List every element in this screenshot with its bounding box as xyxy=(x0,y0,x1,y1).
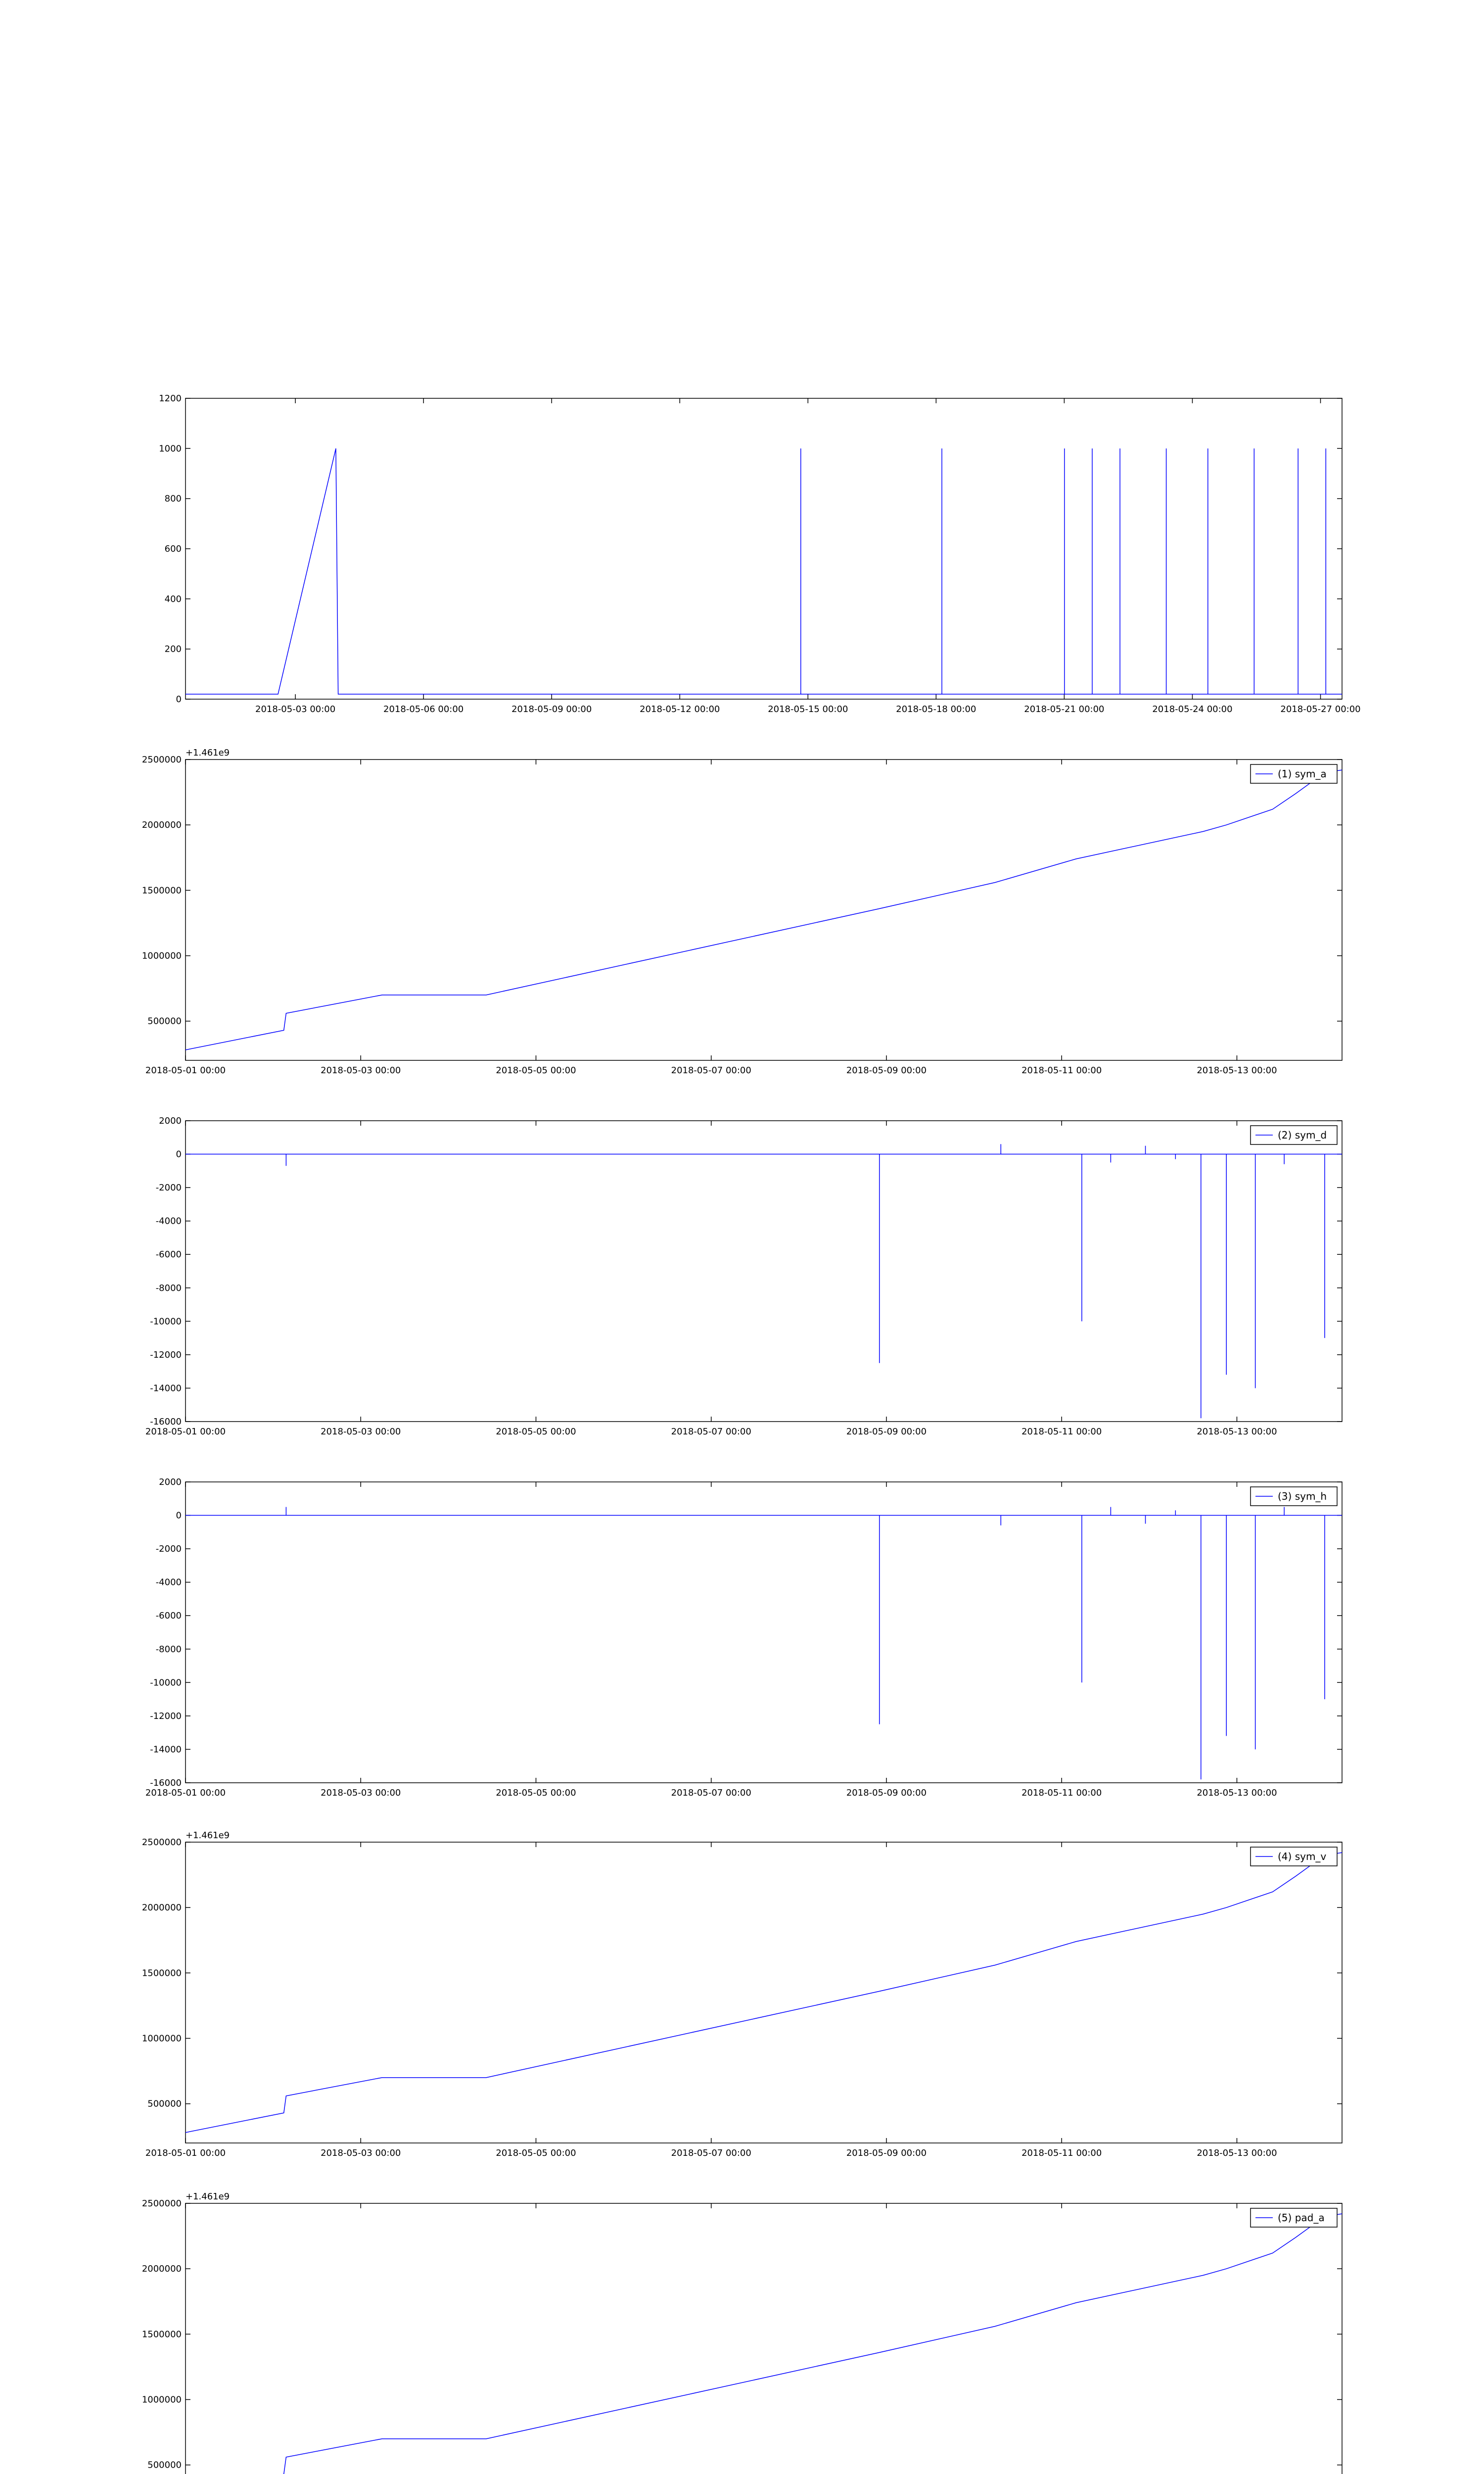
y-tick-label-1-1: 1000000 xyxy=(141,951,182,961)
y-tick-label-4-0: 500000 xyxy=(147,2098,182,2109)
y-tick-label-0-3: 600 xyxy=(164,544,182,554)
x-tick-label-0-0: 2018-05-03 00:00 xyxy=(255,704,336,714)
y-tick-label-2-3: -10000 xyxy=(150,1316,182,1327)
y-tick-label-5-4: 2500000 xyxy=(141,2198,182,2209)
x-tick-label-1-3: 2018-05-07 00:00 xyxy=(671,1065,751,1076)
x-tick-label-3-5: 2018-05-11 00:00 xyxy=(1021,1788,1102,1798)
axes-frame-3 xyxy=(186,1482,1342,1783)
y-tick-label-5-0: 500000 xyxy=(147,2460,182,2471)
y-tick-label-2-5: -6000 xyxy=(155,1249,182,1260)
y-tick-label-0-1: 200 xyxy=(164,644,182,655)
x-tick-label-3-3: 2018-05-07 00:00 xyxy=(671,1788,751,1798)
x-tick-label-3-4: 2018-05-09 00:00 xyxy=(846,1788,927,1798)
y-tick-label-5-1: 1000000 xyxy=(141,2394,182,2405)
x-tick-label-3-1: 2018-05-03 00:00 xyxy=(321,1788,401,1798)
y-tick-label-3-9: 2000 xyxy=(159,1477,182,1487)
y-tick-label-5-2: 1500000 xyxy=(141,2329,182,2340)
y-tick-label-4-3: 2000000 xyxy=(141,1903,182,1913)
series-line-1 xyxy=(186,770,1342,1050)
x-tick-label-4-3: 2018-05-07 00:00 xyxy=(671,2148,751,2158)
legend-label-2: (2) sym_d xyxy=(1278,1129,1327,1141)
y-tick-label-2-9: 2000 xyxy=(159,1116,182,1126)
x-tick-label-4-6: 2018-05-13 00:00 xyxy=(1197,2148,1277,2158)
y-offset-text-5: +1.461e9 xyxy=(186,2191,230,2202)
y-tick-label-0-4: 800 xyxy=(164,493,182,504)
y-offset-text-1: +1.461e9 xyxy=(186,748,230,758)
x-tick-label-0-1: 2018-05-06 00:00 xyxy=(383,704,464,714)
x-tick-label-4-0: 2018-05-01 00:00 xyxy=(145,2148,226,2158)
axes-frame-0 xyxy=(186,398,1342,699)
y-tick-label-4-2: 1500000 xyxy=(141,1968,182,1979)
y-tick-label-0-5: 1000 xyxy=(159,443,182,454)
x-tick-label-1-2: 2018-05-05 00:00 xyxy=(496,1065,576,1076)
y-tick-label-5-3: 2000000 xyxy=(141,2264,182,2275)
x-tick-label-4-1: 2018-05-03 00:00 xyxy=(321,2148,401,2158)
x-tick-label-2-0: 2018-05-01 00:00 xyxy=(145,1427,226,1437)
x-tick-label-4-5: 2018-05-11 00:00 xyxy=(1021,2148,1102,2158)
y-tick-label-3-2: -12000 xyxy=(150,1711,182,1721)
legend-label-3: (3) sym_h xyxy=(1278,1490,1327,1502)
y-tick-label-3-1: -14000 xyxy=(150,1744,182,1755)
y-tick-label-3-0: -16000 xyxy=(150,1778,182,1788)
x-tick-label-0-4: 2018-05-15 00:00 xyxy=(768,704,848,714)
y-offset-text-4: +1.461e9 xyxy=(186,1830,230,1841)
axes-frame-5 xyxy=(186,2203,1342,2474)
x-tick-label-2-2: 2018-05-05 00:00 xyxy=(496,1427,576,1437)
x-tick-label-1-6: 2018-05-13 00:00 xyxy=(1197,1065,1277,1076)
axes-frame-4 xyxy=(186,1842,1342,2143)
x-tick-label-0-8: 2018-05-27 00:00 xyxy=(1280,704,1361,714)
x-tick-label-4-4: 2018-05-09 00:00 xyxy=(846,2148,927,2158)
y-tick-label-4-4: 2500000 xyxy=(141,1837,182,1848)
legend-label-5: (5) pad_a xyxy=(1278,2212,1325,2224)
x-tick-label-0-5: 2018-05-18 00:00 xyxy=(896,704,976,714)
y-tick-label-2-1: -14000 xyxy=(150,1383,182,1394)
x-tick-label-3-6: 2018-05-13 00:00 xyxy=(1197,1788,1277,1798)
y-tick-label-1-2: 1500000 xyxy=(141,885,182,896)
x-tick-label-0-3: 2018-05-12 00:00 xyxy=(640,704,720,714)
y-tick-label-4-1: 1000000 xyxy=(141,2033,182,2044)
y-tick-label-3-8: 0 xyxy=(176,1510,182,1521)
y-tick-label-3-5: -6000 xyxy=(155,1611,182,1621)
x-tick-label-2-1: 2018-05-03 00:00 xyxy=(321,1427,401,1437)
y-tick-label-2-8: 0 xyxy=(176,1149,182,1160)
x-tick-label-3-0: 2018-05-01 00:00 xyxy=(145,1788,226,1798)
y-tick-label-3-3: -10000 xyxy=(150,1677,182,1688)
y-tick-label-2-7: -2000 xyxy=(155,1183,182,1193)
x-tick-label-1-5: 2018-05-11 00:00 xyxy=(1021,1065,1102,1076)
y-tick-label-2-4: -8000 xyxy=(155,1283,182,1293)
series-line-4 xyxy=(186,1853,1342,2133)
x-tick-label-2-5: 2018-05-11 00:00 xyxy=(1021,1427,1102,1437)
y-tick-label-0-0: 0 xyxy=(176,694,182,705)
y-tick-label-3-6: -4000 xyxy=(155,1577,182,1588)
y-tick-label-3-7: -2000 xyxy=(155,1544,182,1555)
y-tick-label-1-3: 2000000 xyxy=(141,820,182,831)
x-tick-label-4-2: 2018-05-05 00:00 xyxy=(496,2148,576,2158)
x-tick-label-0-2: 2018-05-09 00:00 xyxy=(511,704,592,714)
series-line-0 xyxy=(186,448,1342,694)
x-tick-label-2-6: 2018-05-13 00:00 xyxy=(1197,1427,1277,1437)
x-tick-label-1-1: 2018-05-03 00:00 xyxy=(321,1065,401,1076)
x-tick-label-3-2: 2018-05-05 00:00 xyxy=(496,1788,576,1798)
x-tick-label-1-0: 2018-05-01 00:00 xyxy=(145,1065,226,1076)
y-tick-label-1-0: 500000 xyxy=(147,1016,182,1027)
legend-label-1: (1) sym_a xyxy=(1278,768,1327,780)
series-line-5 xyxy=(186,2214,1342,2474)
y-tick-label-2-2: -12000 xyxy=(150,1349,182,1360)
y-tick-label-1-4: 2500000 xyxy=(141,755,182,765)
axes-frame-2 xyxy=(186,1121,1342,1422)
axes-frame-1 xyxy=(186,760,1342,1060)
y-tick-label-3-4: -8000 xyxy=(155,1644,182,1655)
y-tick-label-0-6: 1200 xyxy=(159,393,182,404)
y-tick-label-2-0: -16000 xyxy=(150,1417,182,1427)
x-tick-label-1-4: 2018-05-09 00:00 xyxy=(846,1065,927,1076)
y-tick-label-2-6: -4000 xyxy=(155,1216,182,1227)
x-tick-label-2-3: 2018-05-07 00:00 xyxy=(671,1427,751,1437)
legend-label-4: (4) sym_v xyxy=(1278,1851,1327,1862)
y-tick-label-0-2: 400 xyxy=(164,594,182,605)
x-tick-label-0-7: 2018-05-24 00:00 xyxy=(1152,704,1233,714)
x-tick-label-0-6: 2018-05-21 00:00 xyxy=(1024,704,1105,714)
x-tick-label-2-4: 2018-05-09 00:00 xyxy=(846,1427,927,1437)
